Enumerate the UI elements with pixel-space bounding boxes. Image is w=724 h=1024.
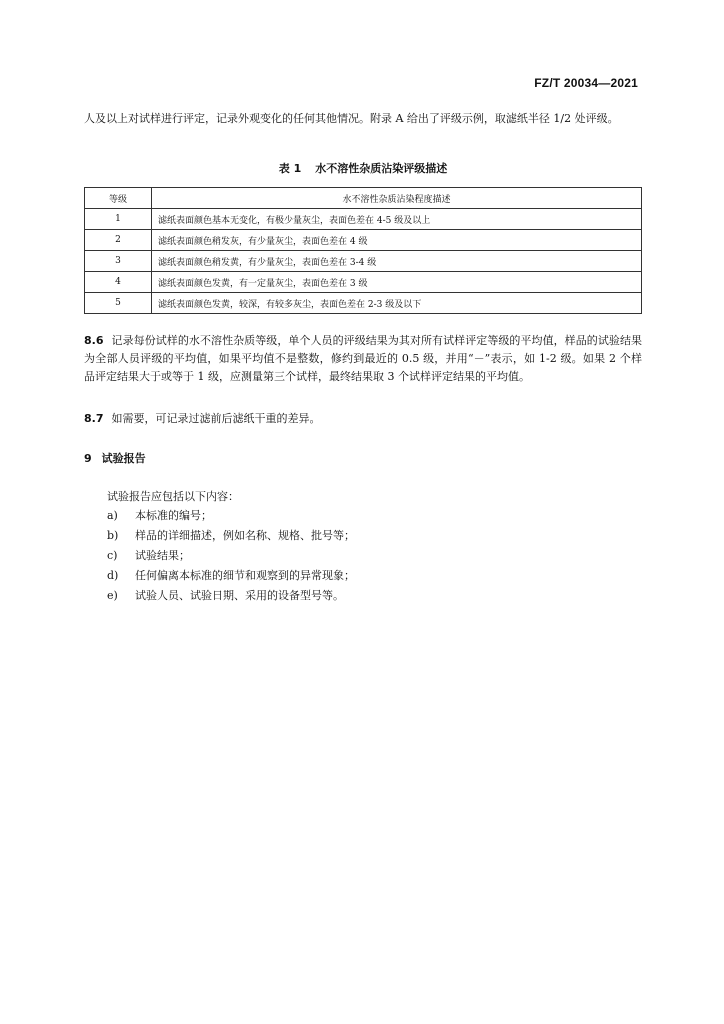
table-caption bbox=[84, 160, 642, 176]
report-items-list bbox=[107, 506, 355, 606]
list-marker: e) bbox=[107, 589, 118, 602]
document-code: FZ/T 20034—2021 bbox=[534, 76, 638, 90]
table-caption-label: 表 1 bbox=[278, 162, 302, 175]
table-row bbox=[85, 209, 642, 230]
grade-cell: 2 bbox=[85, 230, 152, 251]
list-item-text: 本标准的编号； bbox=[135, 509, 212, 522]
section-number: 9 bbox=[84, 452, 92, 465]
clause-number: 8.7 bbox=[84, 412, 104, 425]
clause-number: 8.6 bbox=[84, 334, 104, 347]
column-header-grade: 等级 bbox=[85, 188, 152, 209]
list-item bbox=[107, 506, 355, 526]
clause-text: 如需要，可记录过滤前后滤纸干重的差异。 bbox=[111, 412, 321, 425]
description-cell: 滤纸表面颜色发黄，较深，有较多灰尘，表面色差在 2-3 级及以下 bbox=[152, 293, 642, 314]
list-item-text: 试验人员、试验日期、采用的设备型号等。 bbox=[135, 589, 344, 602]
section-title: 试验报告 bbox=[101, 452, 146, 465]
list-item bbox=[107, 526, 355, 546]
clause-8-6 bbox=[84, 332, 642, 386]
list-item bbox=[107, 586, 355, 606]
list-item-text: 试验结果； bbox=[135, 549, 190, 562]
list-marker: a) bbox=[107, 509, 118, 522]
grade-cell: 1 bbox=[85, 209, 152, 230]
table-row bbox=[85, 230, 642, 251]
list-item bbox=[107, 546, 355, 566]
table-header-row bbox=[85, 188, 642, 209]
grade-cell: 3 bbox=[85, 251, 152, 272]
list-marker: d) bbox=[107, 569, 119, 582]
description-cell: 滤纸表面颜色稍发灰，有少量灰尘，表面色差在 4 级 bbox=[152, 230, 642, 251]
list-marker: c) bbox=[107, 549, 118, 562]
clause-text: 记录每份试样的水不溶性杂质等级，单个人员的评级结果为其对所有试样评定等级的平均值，样品的试验结果为全部人员评级的平均值，如果平均值不是整数，修约到最近的 0.5 级，并用“－”表示，如 1-2 级。如果 2 个样品评定结果大于或等于 1 级，应测量第三个试样，最终结果取 3 个试样评定结果的平均值。 bbox=[84, 334, 642, 383]
list-item-text: 任何偏离本标准的细节和观察到的异常现象； bbox=[135, 569, 355, 582]
description-cell: 滤纸表面颜色基本无变化，有极少量灰尘，表面色差在 4-5 级及以上 bbox=[152, 209, 642, 230]
description-cell: 滤纸表面颜色发黄，有一定量灰尘，表面色差在 3 级 bbox=[152, 272, 642, 293]
grade-cell: 4 bbox=[85, 272, 152, 293]
table-caption-title: 水不溶性杂质沾染评级描述 bbox=[315, 162, 448, 175]
table-row bbox=[85, 251, 642, 272]
clause-8-7 bbox=[84, 410, 642, 428]
report-intro: 试验报告应包括以下内容： bbox=[107, 490, 239, 503]
list-item bbox=[107, 566, 355, 586]
list-marker: b) bbox=[107, 529, 119, 542]
grading-table bbox=[84, 187, 642, 314]
list-item-text: 样品的详细描述，例如名称、规格、批号等； bbox=[135, 529, 355, 542]
grade-cell: 5 bbox=[85, 293, 152, 314]
description-cell: 滤纸表面颜色稍发黄，有少量灰尘，表面色差在 3-4 级 bbox=[152, 251, 642, 272]
table-row bbox=[85, 293, 642, 314]
table-row bbox=[85, 272, 642, 293]
section-heading-test-report bbox=[84, 450, 146, 466]
column-header-description: 水不溶性杂质沾染程度描述 bbox=[152, 188, 642, 209]
intro-paragraph: 人及以上对试样进行评定，记录外观变化的任何其他情况。附录 A 给出了评级示例，取滤纸半径 1/2 处评级。 bbox=[84, 112, 619, 125]
